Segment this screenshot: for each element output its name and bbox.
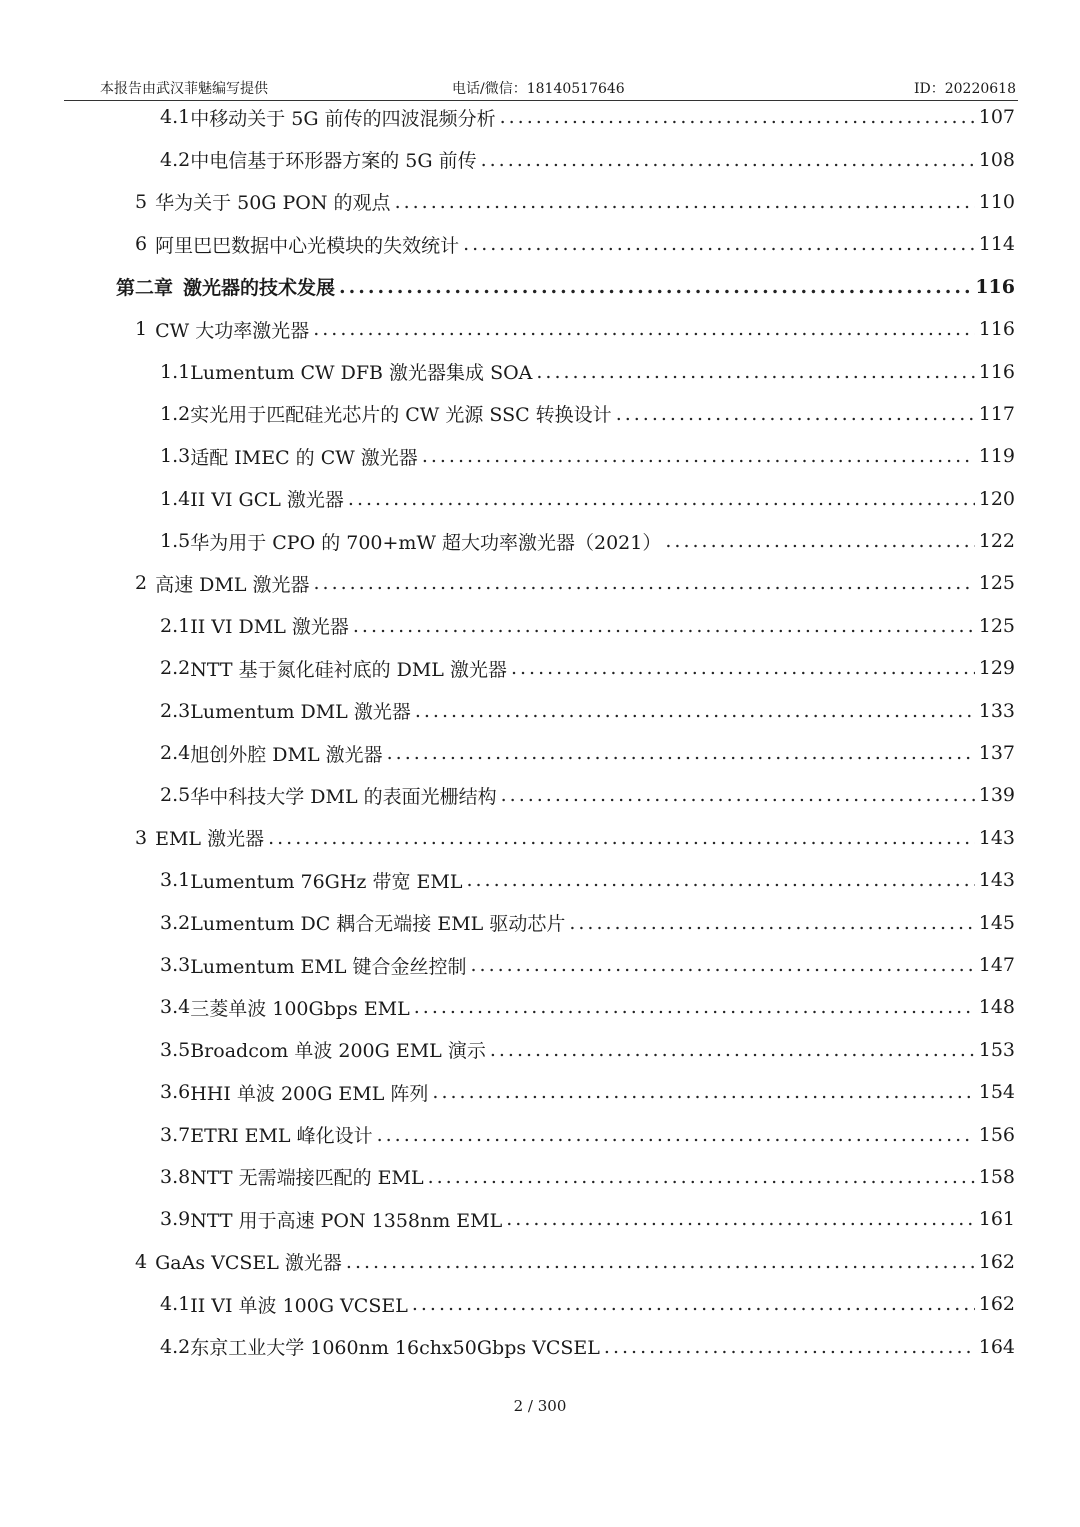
table-of-contents: [0, 96, 1080, 1368]
toc-entry[interactable]: [0, 393, 1015, 435]
toc-entry[interactable]: [0, 859, 1015, 901]
toc-entry[interactable]: [0, 605, 1015, 647]
toc-entry-title: EML 激光器: [155, 828, 265, 851]
toc-leader-dots: [569, 912, 974, 934]
toc-entry[interactable]: [0, 817, 1015, 859]
toc-entry-number: 第二章: [116, 277, 174, 300]
toc-leader-dots: [348, 488, 975, 510]
toc-entry-number: 4.2: [160, 148, 191, 171]
toc-leader-dots: [490, 1039, 975, 1061]
toc-entry-page: 139: [978, 784, 1015, 807]
toc-entry[interactable]: [0, 435, 1015, 477]
toc-leader-dots: [604, 1336, 975, 1358]
toc-entry[interactable]: [0, 1156, 1015, 1198]
toc-entry-page: 110: [978, 190, 1015, 213]
toc-leader-dots: [536, 361, 974, 383]
toc-entry-number: 4.1: [160, 1293, 191, 1316]
toc-entry-number: 3.4: [160, 996, 191, 1019]
toc-entry-number: 3.3: [160, 954, 191, 976]
toc-entry-page: 148: [978, 996, 1015, 1019]
toc-entry[interactable]: [0, 1113, 1015, 1155]
toc-entry[interactable]: [0, 1283, 1015, 1325]
toc-entry-title: 阿里巴巴数据中心光模块的失效统计: [155, 234, 460, 257]
toc-entry-page: 164: [978, 1335, 1015, 1358]
toc-entry-title: Lumentum EML 键合金丝控制: [190, 955, 467, 978]
toc-entry-page: 120: [978, 487, 1015, 510]
toc-entry-number: 5: [135, 190, 148, 213]
toc-entry[interactable]: [0, 1241, 1015, 1283]
toc-entry-page: 108: [978, 148, 1015, 171]
toc-entry[interactable]: [0, 1325, 1015, 1367]
toc-entry[interactable]: [0, 732, 1015, 774]
toc-entry-title: 实光用于匹配硅光芯片的 CW 光源 SSC 转换设计: [190, 404, 612, 427]
toc-entry-number: 4: [135, 1250, 148, 1273]
toc-leader-dots: [346, 1251, 975, 1273]
toc-leader-dots: [432, 1081, 974, 1103]
toc-leader-dots: [339, 276, 971, 298]
toc-entry-page: 116: [978, 360, 1015, 383]
header-contact: 电话/微信：18140517646: [452, 81, 625, 97]
toc-entry-number: 1.3: [160, 445, 191, 468]
toc-entry-number: 2.2: [160, 657, 191, 680]
toc-entry[interactable]: [0, 138, 1015, 180]
toc-leader-dots: [665, 530, 974, 552]
toc-entry-page: 137: [978, 742, 1015, 765]
toc-entry-title: 适配 IMEC 的 CW 激光器: [190, 446, 418, 469]
toc-entry-number: 1.4: [160, 487, 191, 510]
toc-entry-page: 107: [978, 106, 1015, 129]
toc-entry[interactable]: [0, 520, 1015, 562]
toc-entry-page: 133: [978, 699, 1015, 722]
toc-leader-dots: [481, 149, 975, 171]
toc-entry[interactable]: [0, 689, 1015, 731]
toc-entry-page: 122: [978, 530, 1015, 553]
toc-leader-dots: [470, 954, 974, 976]
toc-entry-number: 1.2: [160, 402, 191, 425]
toc-entry-page: 162: [978, 1293, 1015, 1316]
toc-entry-title: 华中科技大学 DML 的表面光栅结构: [190, 785, 497, 808]
toc-entry-title: Broadcom 单波 200G EML 演示: [190, 1040, 486, 1063]
toc-leader-dots: [313, 572, 974, 594]
toc-chapter-entry[interactable]: [0, 266, 1015, 308]
toc-leader-dots: [313, 318, 975, 340]
toc-entry-number: 1.1: [160, 360, 191, 383]
toc-leader-dots: [422, 445, 975, 467]
toc-entry-page: 145: [978, 911, 1015, 934]
toc-entry-page: 162: [978, 1250, 1015, 1273]
toc-entry-number: 2.1: [160, 614, 191, 637]
toc-entry-title: 高速 DML 激光器: [155, 573, 310, 596]
toc-entry[interactable]: [0, 986, 1015, 1028]
toc-entry-page: 153: [978, 1038, 1015, 1061]
header-provider: 本报告由武汉菲魅编写提供: [100, 81, 268, 97]
toc-leader-dots: [466, 869, 974, 891]
toc-entry[interactable]: [0, 350, 1015, 392]
toc-entry-number: 4.2: [160, 1335, 191, 1358]
toc-entry[interactable]: [0, 1071, 1015, 1113]
toc-entry-number: 1: [135, 318, 148, 341]
toc-entry-number: 3.6: [160, 1081, 191, 1104]
toc-entry[interactable]: [0, 478, 1015, 520]
toc-leader-dots: [506, 1208, 974, 1230]
toc-entry-title: 东京工业大学 1060nm 16chx50Gbps VCSEL: [190, 1337, 600, 1360]
toc-entry-title: NTT 无需端接匹配的 EML: [190, 1167, 424, 1190]
toc-entry[interactable]: [0, 223, 1015, 265]
toc-entry[interactable]: [0, 1198, 1015, 1240]
toc-entry-title: II VI DML 激光器: [190, 616, 349, 639]
toc-entry-title: 华为用于 CPO 的 700+mW 超大功率激光器（2021）: [190, 531, 662, 554]
toc-entry-number: 3.2: [160, 911, 191, 934]
toc-entry-number: 2: [135, 572, 148, 595]
toc-entry-page: 117: [978, 402, 1015, 425]
toc-entry-title: ETRI EML 峰化设计: [190, 1125, 373, 1148]
toc-entry-title: CW 大功率激光器: [155, 319, 310, 342]
toc-leader-dots: [387, 742, 975, 764]
toc-leader-dots: [395, 191, 975, 213]
toc-entry-page: 114: [978, 233, 1015, 256]
toc-entry-title: HHI 单波 200G EML 阵列: [190, 1082, 429, 1105]
toc-entry-page: 129: [978, 657, 1015, 680]
toc-entry[interactable]: [0, 308, 1015, 350]
toc-entry[interactable]: [0, 562, 1015, 604]
toc-entry-title: Lumentum DC 耦合无端接 EML 驱动芯片: [190, 913, 566, 936]
toc-entry-title: 中移动关于 5G 前传的四波混频分析: [190, 107, 496, 130]
toc-entry-number: 3.7: [160, 1123, 191, 1146]
toc-entry-title: Lumentum DML 激光器: [190, 701, 411, 724]
toc-entry-page: 116: [975, 275, 1015, 298]
toc-entry[interactable]: [0, 944, 1015, 986]
toc-entry-title: 华为关于 50G PON 的观点: [155, 192, 391, 215]
toc-entry-page: 161: [978, 1208, 1015, 1231]
toc-entry-title: 激光器的技术发展: [183, 277, 336, 300]
toc-leader-dots: [412, 1293, 975, 1315]
toc-entry-number: 3.1: [160, 869, 191, 892]
toc-entry-title: NTT 基于氮化硅衬底的 DML 激光器: [190, 658, 507, 681]
toc-entry[interactable]: [0, 647, 1015, 689]
toc-leader-dots: [501, 784, 975, 806]
toc-leader-dots: [511, 657, 975, 679]
toc-entry-number: 2.3: [160, 699, 191, 722]
toc-leader-dots: [268, 827, 975, 849]
toc-entry-title: 中电信基于环形器方案的 5G 前传: [190, 150, 477, 173]
toc-entry[interactable]: [0, 774, 1015, 816]
header-id: ID：20220618: [913, 81, 1016, 97]
toc-entry-number: 3: [135, 826, 148, 849]
toc-entry-number: 2.4: [160, 742, 191, 765]
toc-leader-dots: [500, 106, 975, 128]
toc-entry-title: Lumentum CW DFB 激光器集成 SOA: [190, 362, 533, 385]
toc-entry-title: 旭创外腔 DML 激光器: [190, 743, 383, 766]
toc-entry-number: 3.9: [160, 1208, 191, 1231]
toc-entry-number: 3.8: [160, 1165, 191, 1188]
toc-leader-dots: [616, 403, 975, 425]
toc-entry-number: 4.1: [160, 106, 191, 129]
toc-entry-number: 1.5: [160, 530, 191, 553]
toc-entry-title: II VI GCL 激光器: [190, 489, 344, 512]
toc-entry-page: 119: [978, 445, 1015, 468]
page-number: 2 / 300: [513, 1397, 567, 1415]
toc-entry[interactable]: [0, 181, 1015, 223]
toc-entry-number: 6: [135, 233, 148, 256]
toc-entry-page: 156: [978, 1123, 1015, 1146]
toc-entry-page: 154: [978, 1081, 1015, 1104]
toc-leader-dots: [415, 700, 975, 722]
toc-entry-page: 143: [978, 869, 1015, 892]
toc-entry-page: 125: [978, 614, 1015, 637]
toc-entry[interactable]: [0, 96, 1015, 138]
toc-entry-page: 147: [978, 954, 1015, 976]
toc-entry-number: 2.5: [160, 784, 191, 807]
toc-entry[interactable]: [0, 1029, 1015, 1071]
toc-entry-page: 143: [978, 826, 1015, 849]
toc-entry-title: 三菱单波 100Gbps EML: [190, 997, 410, 1020]
toc-entry-title: Lumentum 76GHz 带宽 EML: [190, 870, 463, 893]
toc-entry-page: 125: [978, 572, 1015, 595]
toc-leader-dots: [463, 233, 975, 255]
toc-leader-dots: [414, 996, 975, 1018]
toc-entry-title: II VI 单波 100G VCSEL: [190, 1294, 408, 1317]
toc-entry-page: 158: [978, 1165, 1015, 1188]
toc-leader-dots: [353, 615, 975, 637]
toc-entry-page: 116: [978, 318, 1015, 341]
toc-entry-title: NTT 用于高速 PON 1358nm EML: [190, 1209, 503, 1232]
toc-leader-dots: [428, 1166, 975, 1188]
toc-entry[interactable]: [0, 901, 1015, 943]
toc-entry-title: GaAs VCSEL 激光器: [155, 1252, 342, 1275]
toc-entry-number: 3.5: [160, 1038, 191, 1061]
toc-leader-dots: [377, 1124, 975, 1146]
